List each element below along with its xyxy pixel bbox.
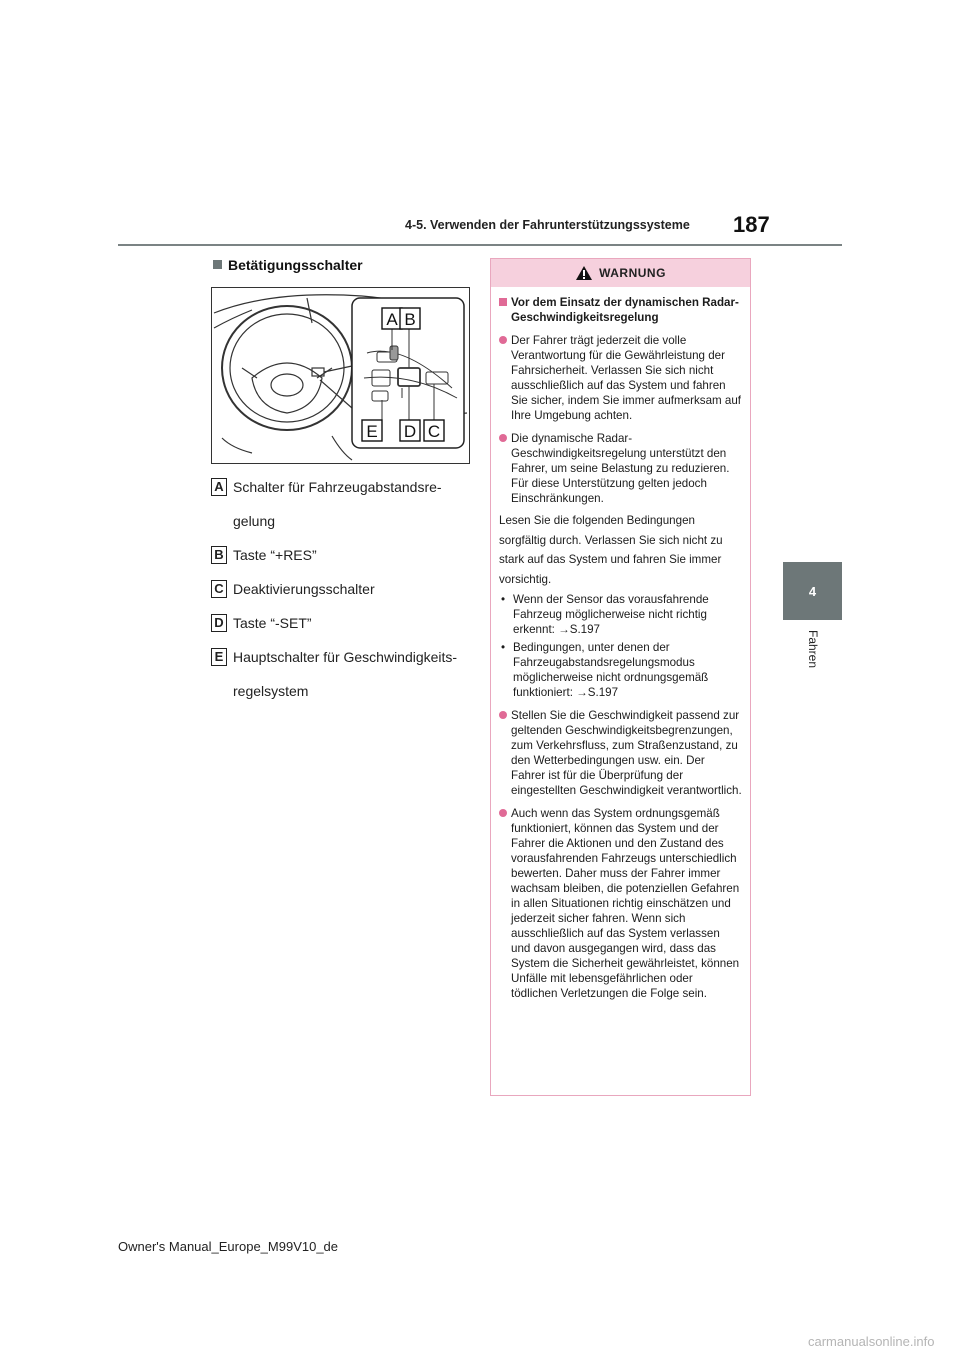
warning-box [490, 258, 751, 1096]
warning-title: WARNUNG [599, 266, 666, 280]
callout-b: B [404, 310, 416, 329]
footer-manual-id: Owner's Manual_Europe_M99V10_de [118, 1239, 339, 1254]
legend-item-d [211, 606, 471, 640]
watermark: carmanualsonline.info [808, 1334, 935, 1349]
callout-a: A [386, 310, 398, 329]
warning-bullet [499, 708, 742, 798]
warning-subheading-text: Vor dem Einsatz der dynamischen Radar-Geschwindigkeitsregelung [511, 296, 739, 324]
warning-header [491, 259, 750, 287]
legend-text: Taste “-SET” [233, 615, 312, 631]
section-heading [213, 257, 363, 273]
bullet-dot-icon [499, 434, 507, 442]
warning-paragraph: Lesen Sie die folgenden Bedingungen sorgfältig durch. Verlassen Sie sich nicht zu stark auf das System und fahren Sie immer vorsichtig. [499, 514, 723, 586]
callout-d: D [403, 422, 417, 441]
chapter-tab[interactable] [783, 562, 842, 620]
legend-text: Hauptschalter für Geschwindigkeits- [233, 649, 458, 665]
warning-bullet-text: Auch wenn das System ordnungsgemäß funktioniert, können das System und der Fahrer die Aktionen und den Zustand des vorausfahrenden Fahrzeugs unterschiedlich bewerten. Daher muss der Fahrer immer wachsam bleiben, die potenziellen Gefahren in allen Situationen richtig einschätzen und jederzeit sicher fahren. Wenn sich ausschließlich auf das System verlassen und davon ausgegangen wird, dass das System die Sicherheit gewährleistet, können Unfälle mit lebensgefährlichen oder tödlichen Verletzungen die Folge sein. [511, 807, 740, 1000]
warning-bullet-text: Stellen Sie die Geschwindigkeit passend zur geltenden Geschwindigkeitsbegrenzungen, zum Verkehrsfluss, zum Straßenzustand, zu den Wetterbedingungen usw. ein. Der Fahrer ist für die Überprüfung der eingestellten Geschwindigkeit verantwortlich. [511, 709, 742, 797]
legend-text: Taste “+RES” [233, 547, 317, 563]
warning-bullet-text: Der Fahrer trägt jederzeit die volle Verantwortung für die Gewährleistung der Fahrsicherheit. Verlassen Sie sich nicht ausschließlich auf das System und fahren Sie sicher, indem Sie immer aufmerksam auf Ihre Umgebung achten. [511, 334, 742, 422]
legend-text-cont: gelung [233, 513, 276, 529]
warning-dash-item: • Wenn der Sensor das vorausfahrende Fahrzeug möglicherweise nicht richtig erkennt: →S.197 [499, 592, 742, 637]
heading-text: Betätigungsschalter [228, 257, 363, 273]
legend-list [211, 470, 471, 708]
legend-letter: A [211, 478, 227, 496]
legend-item-a [211, 470, 471, 538]
warning-triangle-icon [575, 265, 593, 281]
legend-item-b [211, 538, 471, 572]
legend-item-c [211, 572, 471, 606]
chapter-label: Fahren [806, 630, 820, 669]
legend-item-e [211, 640, 471, 708]
legend-letter: C [211, 580, 227, 598]
chapter-number: 4 [808, 583, 817, 599]
bullet-dot-icon [499, 336, 507, 344]
callout-e: E [366, 422, 378, 441]
legend-letter: D [211, 614, 227, 632]
warning-dash-item: • Bedingungen, unter denen der Fahrzeugabstandsregelungsmodus möglicherweise nicht ordnungsgemäß funktioniert: →S.197 [499, 640, 742, 700]
legend-text: Schalter für Fahrzeugabstandsre- [233, 479, 442, 495]
page-number: 187 [733, 212, 770, 237]
bullet-dot-icon [499, 809, 507, 817]
legend-letter: E [211, 648, 227, 666]
steering-wheel-illustration [212, 288, 469, 463]
heading-square-icon [213, 260, 222, 269]
warning-subheading [499, 295, 742, 325]
bullet-dot-icon [499, 711, 507, 719]
subheading-square-icon [499, 298, 507, 306]
legend-text-cont: regelsystem [233, 683, 309, 699]
warning-bullet [499, 431, 742, 506]
section-title: 4-5. Verwenden der Fahrunterstützungssysteme [405, 218, 690, 232]
steering-wheel-figure [211, 287, 470, 464]
header-divider [118, 244, 842, 246]
legend-text: Deaktivierungsschalter [233, 581, 375, 597]
warning-bullet-text: Die dynamische Radar-Geschwindigkeitsregelung unterstützt den Fahrer, um seine Belastung zu reduzieren. Für diese Unterstützung gelten jedoch Einschränkungen. [511, 432, 730, 505]
callout-c: C [427, 422, 441, 441]
legend-letter: B [211, 546, 227, 564]
warning-body [491, 287, 750, 1001]
warning-bullet [499, 333, 742, 423]
warning-bullet [499, 806, 742, 1001]
